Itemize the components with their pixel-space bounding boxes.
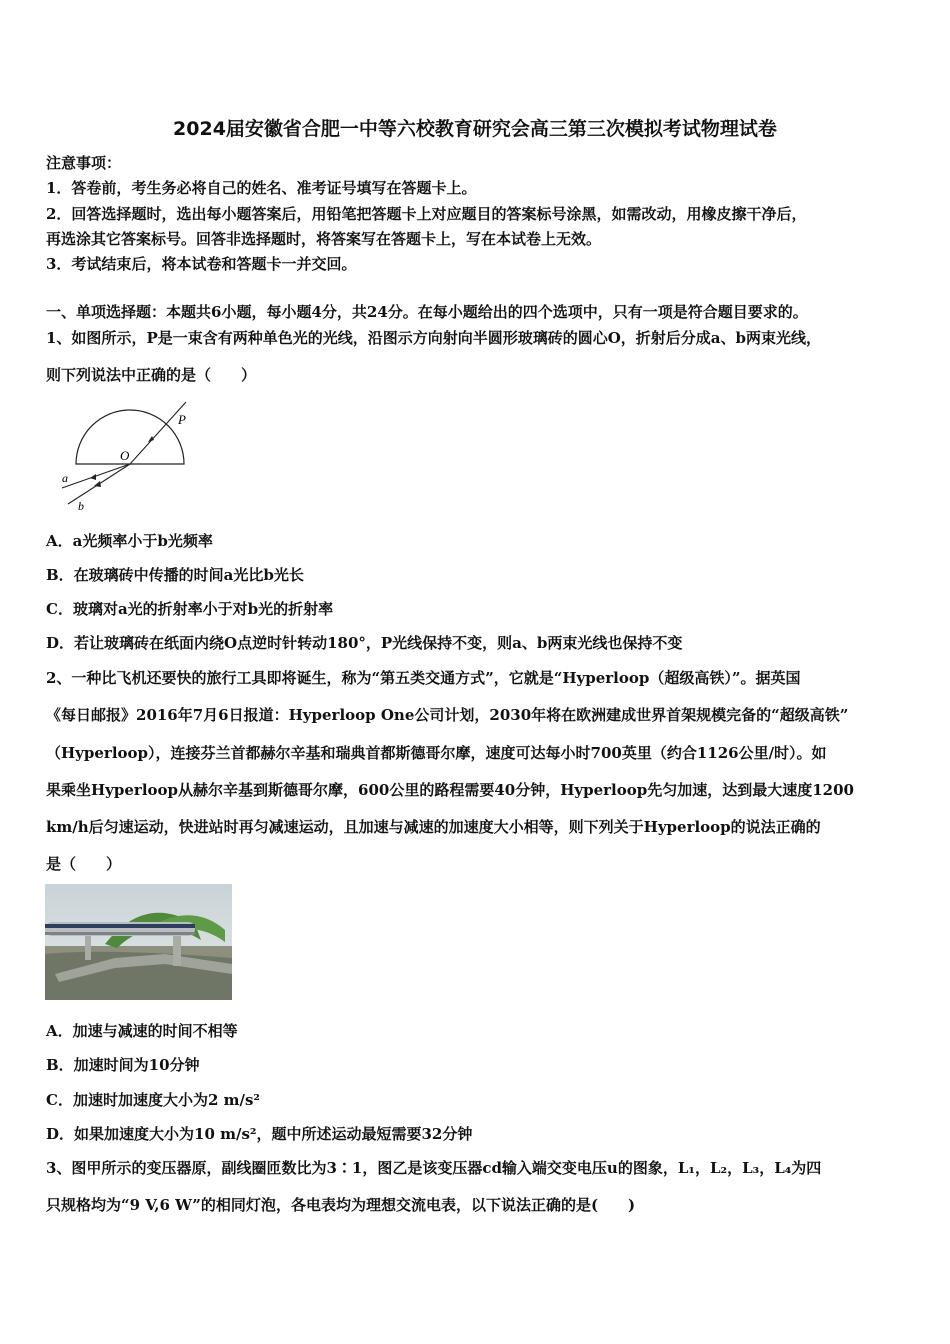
question-2-option: B．加速时间为10分钟 — [46, 1056, 200, 1074]
notice-item: 2．回答选择题时，选出每小题答案后，用铅笔把答题卡上对应题目的答案标号涂黑，如需改动，用橡皮擦干净后， — [46, 205, 807, 223]
notice-item: 3．考试结束后，将本试卷和答题卡一并交回。 — [46, 255, 357, 273]
notice-heading: 注意事项： — [46, 154, 122, 172]
question-2-option: C．加速时加速度大小为2 m/s² — [46, 1091, 260, 1109]
question-1-option: B．在玻璃砖中传播的时间a光比b光长 — [46, 566, 304, 584]
label-p: P — [178, 412, 186, 427]
notice-item: 再选涂其它答案标号。回答非选择题时，将答案写在答题卡上，写在本试卷上无效。 — [46, 230, 602, 248]
notice-item: 1．答卷前，考生务必将自己的姓名、准考证号填写在答题卡上。 — [46, 179, 477, 197]
question-2-stem: km/h后匀速运动，快进站时再匀减速运动，且加速与减速的加速度大小相等，则下列关于Hyperloop的说法正确的 — [46, 818, 821, 836]
page-title: 2024届安徽省合肥一中等六校教育研究会高三第三次模拟考试物理试卷 — [173, 118, 777, 140]
question-2-stem: 是（ ） — [46, 855, 122, 873]
question-3-stem: 3、图甲所示的变压器原，副线圈匝数比为3∶1，图乙是该变压器cd输入端交变电压u的图象，L₁，L₂，L₃，L₄为四 — [46, 1159, 822, 1177]
question-2-stem: 2、一种比飞机还要快的旅行工具即将诞生，称为“第五类交通方式”，它就是“Hyperloop（超级高铁）”。据英国 — [46, 669, 801, 687]
question-3-stem: 只规格均为“9 V,6 W”的相同灯泡，各电表均为理想交流电表，以下说法正确的是( ) — [46, 1196, 636, 1214]
label-a: a — [62, 471, 68, 485]
question-1-stem: 则下列说法中正确的是（ ） — [46, 366, 257, 384]
question-2-stem: 果乘坐Hyperloop从赫尔辛基到斯德哥尔摩，600公里的路程需要40分钟，Hyperloop先匀加速，达到最大速度1200 — [46, 781, 854, 799]
hyperloop-photo — [45, 884, 232, 1000]
section-heading: 一、单项选择题：本题共6小题，每小题4分，共24分。在每小题给出的四个选项中，只有一项是符合题目要求的。 — [46, 303, 808, 321]
question-1-stem: 1、如图所示，P是一束含有两种单色光的光线，沿图示方向射向半圆形玻璃砖的圆心O，折射后分成a、b两束光线， — [46, 329, 821, 347]
question-2-stem: 《每日邮报》2016年7月6日报道：Hyperloop One公司计划，2030年将在欧洲建成世界首架规模完备的“超级高铁” — [46, 706, 849, 724]
question-2-option: A．加速与减速的时间不相等 — [46, 1022, 238, 1040]
question-1-option: C．玻璃对a光的折射率小于对b光的折射率 — [46, 600, 334, 618]
label-b: b — [78, 499, 84, 513]
question-2-stem: （Hyperloop），连接芬兰首都赫尔辛基和瑞典首都斯德哥尔摩，速度可达每小时700英里（约合1126公里/时）。如 — [46, 744, 827, 762]
question-1-option: D．若让玻璃砖在纸面内绕O点逆时针转动180°，P光线保持不变，则a、b两束光线也保持不变 — [46, 634, 683, 652]
semicircle-glass-figure — [50, 396, 195, 516]
question-2-option: D．如果加速度大小为10 m/s²，题中所述运动最短需要32分钟 — [46, 1125, 473, 1143]
label-o: O — [120, 448, 130, 463]
question-1-option: A．a光频率小于b光频率 — [46, 532, 213, 550]
